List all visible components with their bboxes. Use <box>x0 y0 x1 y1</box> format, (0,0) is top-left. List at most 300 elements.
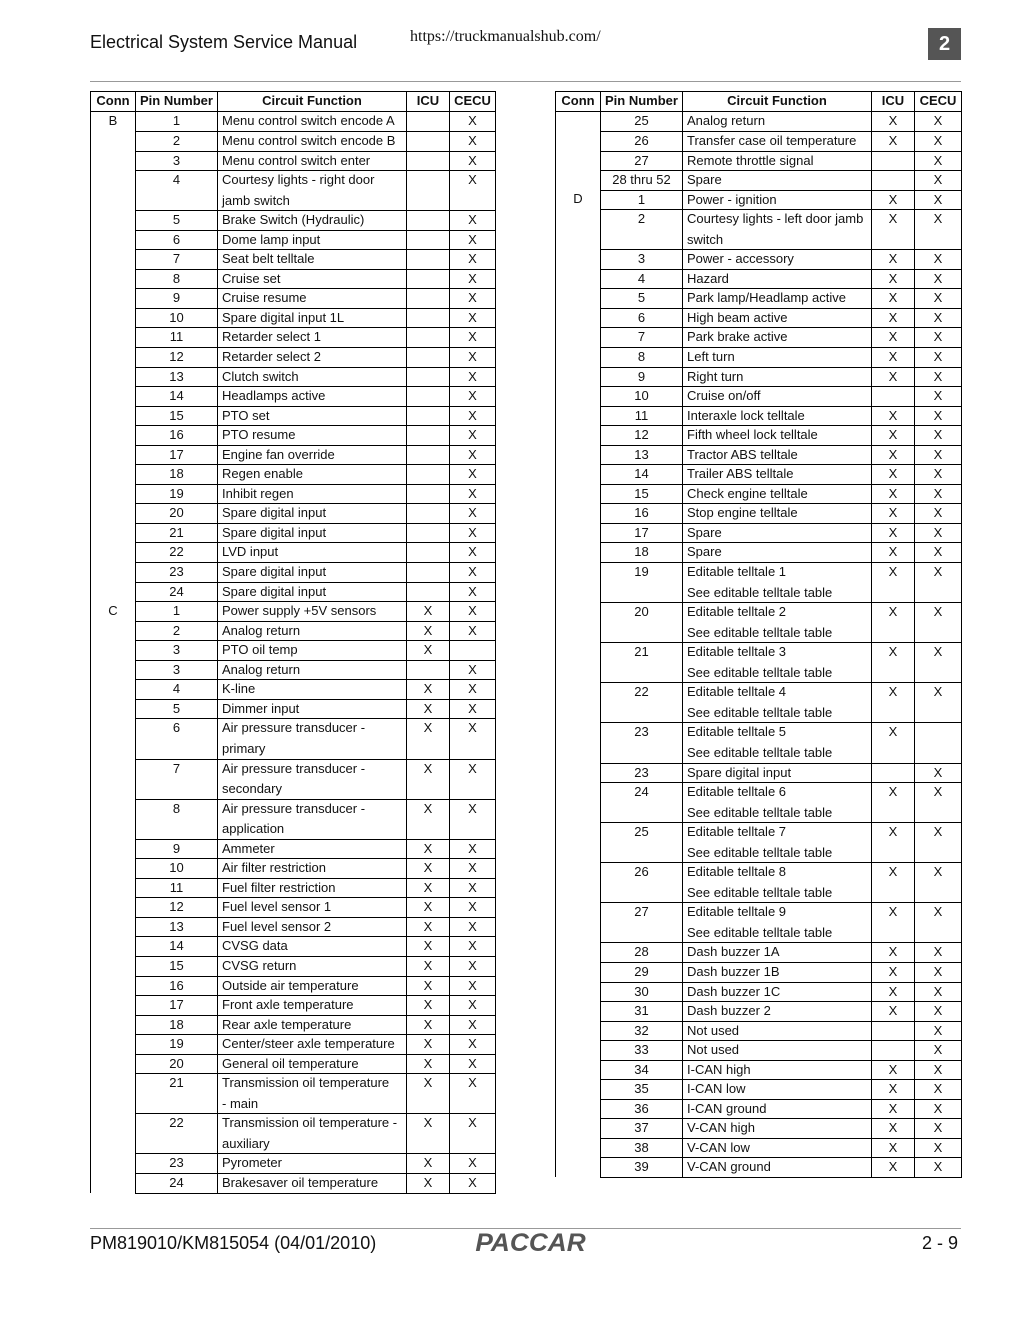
conn-cell <box>91 543 136 563</box>
icu-cell: X <box>407 976 450 996</box>
icu-cell: X <box>872 406 915 426</box>
conn-cell <box>556 328 601 348</box>
table-row <box>556 348 962 368</box>
circuit-function-line: Park lamp/Headlamp active <box>687 290 846 306</box>
cecu-cell: X <box>450 602 496 622</box>
cecu-cell: X <box>450 859 496 879</box>
conn-cell <box>91 641 136 661</box>
cecu-cell: X <box>915 962 962 982</box>
circuit-function-line: Dash buzzer 1A <box>687 944 780 960</box>
cecu-cell: X <box>915 1041 962 1061</box>
circuit-function-cell <box>218 759 407 799</box>
circuit-function-cell <box>683 484 872 504</box>
circuit-function-cell <box>218 1154 407 1174</box>
circuit-function-cell <box>218 367 407 387</box>
circuit-function-line: Transmission oil temperature <box>222 1075 390 1091</box>
circuit-function-line: Fuel filter restriction <box>222 879 336 895</box>
pin-number-cell: 33 <box>601 1041 683 1061</box>
cecu-cell: X <box>450 563 496 583</box>
cecu-cell: X <box>450 171 496 211</box>
table-row <box>91 898 496 918</box>
table-row <box>91 151 496 171</box>
icu-cell: X <box>872 962 915 982</box>
conn-cell <box>91 759 136 799</box>
cecu-cell: X <box>450 211 496 231</box>
circuit-function-line: PTO oil temp <box>222 642 298 658</box>
pin-number-cell: 23 <box>136 563 218 583</box>
conn-cell <box>91 348 136 368</box>
conn-cell <box>556 132 601 152</box>
pin-number-cell: 27 <box>601 151 683 171</box>
circuit-function-line: Remote throttle signal <box>687 152 814 168</box>
pin-number-cell: 21 <box>136 523 218 543</box>
circuit-function-line: Analog return <box>687 113 766 128</box>
table-row <box>556 723 962 763</box>
pin-number-cell: 34 <box>601 1060 683 1080</box>
circuit-function-cell <box>218 602 407 622</box>
pin-number-cell: 13 <box>136 367 218 387</box>
icu-cell: X <box>872 210 915 250</box>
pin-number-cell: 10 <box>136 859 218 879</box>
circuit-function-cell <box>218 563 407 583</box>
pin-number-cell: 13 <box>136 917 218 937</box>
cecu-cell: X <box>450 839 496 859</box>
pin-number-cell: 1 <box>601 190 683 210</box>
column-header-cecu: CECU <box>450 92 496 112</box>
circuit-function-line-2: primary <box>222 740 266 756</box>
pin-number-cell: 19 <box>136 484 218 504</box>
conn-cell <box>556 112 601 132</box>
conn-cell <box>91 406 136 426</box>
circuit-function-line: Trailer ABS telltale <box>687 466 794 482</box>
circuit-function-line: Regen enable <box>222 466 303 482</box>
table-row <box>91 641 496 661</box>
conn-cell <box>91 132 136 152</box>
circuit-function-line: Courtesy lights - left door jamb <box>687 211 864 227</box>
circuit-function-cell <box>683 563 872 603</box>
circuit-function-line: Check engine telltale <box>687 485 808 501</box>
conn-cell <box>556 504 601 524</box>
circuit-function-line-2: See editable telltale table <box>687 584 833 600</box>
cecu-cell: X <box>450 719 496 759</box>
conn-cell <box>556 289 601 309</box>
table-row <box>556 367 962 387</box>
circuit-function-cell <box>683 171 872 191</box>
circuit-function-cell <box>218 250 407 270</box>
pin-number-cell: 24 <box>601 783 683 823</box>
conn-cell <box>556 269 601 289</box>
circuit-function-line: Retarder select 1 <box>222 329 321 345</box>
conn-cell <box>91 171 136 211</box>
column-header-function: Circuit Function <box>218 92 407 112</box>
pin-number-cell: 2 <box>136 621 218 641</box>
conn-cell <box>556 151 601 171</box>
conn-cell <box>91 1035 136 1055</box>
conn-cell <box>556 250 601 270</box>
table-row <box>91 250 496 270</box>
circuit-function-line: V-CAN low <box>687 1139 750 1155</box>
circuit-function-cell <box>218 269 407 289</box>
table-row <box>556 1138 962 1158</box>
table-row <box>91 1035 496 1055</box>
conn-cell <box>91 328 136 348</box>
cecu-cell: X <box>450 937 496 957</box>
pin-number-cell: 19 <box>601 563 683 603</box>
table-row <box>556 465 962 485</box>
pin-number-cell: 18 <box>601 543 683 563</box>
circuit-function-cell <box>683 863 872 903</box>
circuit-function-line-2: application <box>222 821 285 837</box>
icu-cell: X <box>872 783 915 823</box>
header-rule <box>90 81 961 82</box>
circuit-function-line: Tractor ABS telltale <box>687 446 798 462</box>
cecu-cell: X <box>450 348 496 368</box>
pin-number-cell: 11 <box>136 878 218 898</box>
conn-cell <box>91 660 136 680</box>
circuit-function-line: General oil temperature <box>222 1055 359 1071</box>
icu-cell: X <box>872 328 915 348</box>
conn-cell <box>556 863 601 903</box>
conn-cell <box>91 308 136 328</box>
cecu-cell: X <box>450 1074 496 1114</box>
circuit-function-cell <box>218 917 407 937</box>
circuit-function-cell <box>683 903 872 943</box>
cecu-cell: X <box>915 171 962 191</box>
circuit-function-line: Hazard <box>687 270 729 286</box>
conn-cell <box>91 523 136 543</box>
cecu-cell: X <box>450 269 496 289</box>
conn-cell <box>91 859 136 879</box>
table-row <box>91 367 496 387</box>
pin-number-cell: 36 <box>601 1099 683 1119</box>
icu-cell <box>407 465 450 485</box>
table-row <box>556 962 962 982</box>
table-row <box>91 484 496 504</box>
table-row <box>556 1099 962 1119</box>
circuit-function-cell <box>218 641 407 661</box>
cecu-cell: X <box>915 1002 962 1022</box>
table-row <box>91 976 496 996</box>
circuit-function-cell <box>218 660 407 680</box>
icu-cell: X <box>407 898 450 918</box>
pin-number-cell: 12 <box>136 898 218 918</box>
icu-cell: X <box>872 1099 915 1119</box>
conn-cell <box>556 1060 601 1080</box>
pin-number-cell: 18 <box>136 1015 218 1035</box>
pin-number-cell: 24 <box>136 582 218 602</box>
pin-number-cell: 15 <box>136 406 218 426</box>
conn-cell <box>556 484 601 504</box>
icu-cell: X <box>872 603 915 643</box>
icu-cell: X <box>407 1154 450 1174</box>
circuit-function-line: Menu control switch enter <box>222 152 371 168</box>
cecu-cell: X <box>450 660 496 680</box>
icu-cell: X <box>872 863 915 903</box>
table-row <box>556 426 962 446</box>
table-row <box>91 602 496 622</box>
left-pin-table <box>90 91 496 1194</box>
conn-cell <box>91 504 136 524</box>
circuit-function-line-2: See editable telltale table <box>687 624 833 640</box>
circuit-function-cell <box>218 680 407 700</box>
icu-cell: X <box>872 1119 915 1139</box>
icu-cell: X <box>407 937 450 957</box>
circuit-function-line: Spare digital input <box>687 764 792 780</box>
circuit-function-line: Dash buzzer 2 <box>687 1003 771 1019</box>
icu-cell: X <box>407 759 450 799</box>
table-row <box>91 1074 496 1114</box>
circuit-function-line: Menu control switch encode A <box>222 113 395 128</box>
circuit-function-line: Dome lamp input <box>222 231 321 247</box>
table-header-row <box>556 92 962 112</box>
cecu-cell: X <box>915 543 962 563</box>
table-row <box>556 1002 962 1022</box>
cecu-cell: X <box>450 759 496 799</box>
conn-cell <box>91 878 136 898</box>
circuit-function-cell <box>218 1114 407 1154</box>
cecu-cell: X <box>450 799 496 839</box>
column-header-pin: Pin Number <box>136 92 218 112</box>
conn-cell <box>91 367 136 387</box>
page-number: 2 - 9 <box>922 1233 959 1253</box>
circuit-function-cell <box>683 210 872 250</box>
cecu-cell: X <box>915 269 962 289</box>
icu-cell <box>407 523 450 543</box>
cecu-cell: X <box>915 289 962 309</box>
table-row <box>91 937 496 957</box>
circuit-function-cell <box>683 445 872 465</box>
pin-number-cell: 12 <box>601 426 683 446</box>
circuit-function-line: Air filter restriction <box>222 860 327 876</box>
conn-cell <box>91 799 136 839</box>
cecu-cell: X <box>450 1054 496 1074</box>
pin-number-cell: 28 <box>601 943 683 963</box>
pin-number-cell: 23 <box>601 763 683 783</box>
circuit-function-cell <box>683 1060 872 1080</box>
pin-number-cell: 1 <box>136 602 218 622</box>
pin-number-cell: 24 <box>136 1173 218 1193</box>
icu-cell <box>872 763 915 783</box>
circuit-function-line: K-line <box>222 681 256 697</box>
circuit-function-cell <box>218 504 407 524</box>
cecu-cell: X <box>450 1015 496 1035</box>
circuit-function-cell <box>218 543 407 563</box>
circuit-function-cell <box>218 151 407 171</box>
pin-number-cell: 8 <box>136 269 218 289</box>
icu-cell <box>407 582 450 602</box>
conn-cell <box>556 603 601 643</box>
pin-number-cell: 8 <box>136 799 218 839</box>
cecu-cell <box>450 641 496 661</box>
icu-cell <box>407 230 450 250</box>
cecu-cell: X <box>915 465 962 485</box>
conn-cell <box>91 719 136 759</box>
circuit-function-cell <box>218 582 407 602</box>
icu-cell <box>407 211 450 231</box>
pin-number-cell: 13 <box>601 445 683 465</box>
cecu-cell: X <box>450 406 496 426</box>
pin-number-cell: 23 <box>136 1154 218 1174</box>
cecu-cell: X <box>450 367 496 387</box>
circuit-function-line: Transfer case oil temperature <box>687 133 857 148</box>
cecu-cell: X <box>450 484 496 504</box>
source-url[interactable]: https://truckmanualshub.com/ <box>410 28 601 45</box>
circuit-function-cell <box>218 328 407 348</box>
cecu-cell: X <box>450 465 496 485</box>
conn-cell <box>556 1021 601 1041</box>
pin-number-cell: 10 <box>601 387 683 407</box>
icu-cell: X <box>407 1114 450 1154</box>
conn-cell <box>556 1080 601 1100</box>
table-row <box>556 132 962 152</box>
conn-cell <box>556 445 601 465</box>
table-row <box>91 269 496 289</box>
circuit-function-line: Editable telltale 2 <box>687 604 787 620</box>
conn-cell <box>556 903 601 943</box>
pin-number-cell: 25 <box>601 112 683 132</box>
cecu-cell: X <box>450 445 496 465</box>
table-row <box>556 1021 962 1041</box>
circuit-function-cell <box>218 308 407 328</box>
table-row <box>556 250 962 270</box>
conn-cell <box>556 1138 601 1158</box>
table-row <box>556 504 962 524</box>
cecu-cell: X <box>915 210 962 250</box>
conn-cell <box>556 823 601 863</box>
circuit-function-line: Spare digital input 1L <box>222 309 345 325</box>
circuit-function-cell <box>218 406 407 426</box>
circuit-function-line: Fuel level sensor 1 <box>222 899 332 915</box>
cecu-cell <box>915 723 962 763</box>
icu-cell: X <box>872 484 915 504</box>
cecu-cell: X <box>915 250 962 270</box>
circuit-function-cell <box>683 1080 872 1100</box>
cecu-cell: X <box>915 132 962 152</box>
conn-cell <box>556 465 601 485</box>
right-pin-table <box>555 91 962 1178</box>
pin-number-cell: 19 <box>136 1035 218 1055</box>
table-row <box>91 719 496 759</box>
icu-cell: X <box>407 839 450 859</box>
cecu-cell: X <box>915 523 962 543</box>
cecu-cell: X <box>915 903 962 943</box>
conn-cell <box>91 839 136 859</box>
conn-cell <box>91 563 136 583</box>
circuit-function-cell <box>683 1158 872 1178</box>
icu-cell <box>872 171 915 191</box>
circuit-function-line: Retarder select 2 <box>222 349 321 365</box>
cecu-cell: X <box>450 543 496 563</box>
pin-number-cell: 15 <box>136 956 218 976</box>
circuit-function-cell <box>683 348 872 368</box>
pin-number-cell: 20 <box>136 504 218 524</box>
table-row <box>91 680 496 700</box>
icu-cell: X <box>407 799 450 839</box>
pin-number-cell: 18 <box>136 465 218 485</box>
conn-cell <box>556 962 601 982</box>
circuit-function-line: Not used <box>687 1042 740 1058</box>
cecu-cell: X <box>450 699 496 719</box>
table-header-row <box>91 92 496 112</box>
icu-cell: X <box>872 308 915 328</box>
conn-cell <box>91 151 136 171</box>
circuit-function-cell <box>683 269 872 289</box>
circuit-function-line: High beam active <box>687 309 788 325</box>
cecu-cell: X <box>450 582 496 602</box>
circuit-function-cell <box>218 230 407 250</box>
circuit-function-line: Power supply +5V sensors <box>222 603 377 619</box>
icu-cell <box>407 426 450 446</box>
icu-cell: X <box>872 523 915 543</box>
conn-cell <box>91 1173 136 1193</box>
cecu-cell: X <box>450 917 496 937</box>
icu-cell <box>407 660 450 680</box>
column-header-icu: ICU <box>872 92 915 112</box>
circuit-function-cell <box>683 683 872 723</box>
circuit-function-line: Fifth wheel lock telltale <box>687 427 818 443</box>
conn-cell <box>556 210 601 250</box>
table-row <box>91 465 496 485</box>
pin-number-cell: 6 <box>601 308 683 328</box>
pin-number-cell: 11 <box>601 406 683 426</box>
table-row <box>556 1119 962 1139</box>
conn-cell <box>556 982 601 1002</box>
pin-number-cell: 30 <box>601 982 683 1002</box>
pin-number-cell: 16 <box>136 426 218 446</box>
icu-cell: X <box>407 621 450 641</box>
circuit-function-cell <box>683 132 872 152</box>
cecu-cell: X <box>450 1154 496 1174</box>
circuit-function-cell <box>218 937 407 957</box>
circuit-function-cell <box>683 982 872 1002</box>
circuit-function-cell <box>683 190 872 210</box>
circuit-function-line: Inhibit regen <box>222 485 294 501</box>
circuit-function-line: Spare digital input <box>222 583 327 599</box>
table-row <box>556 406 962 426</box>
circuit-function-line: I-CAN ground <box>687 1100 767 1116</box>
cecu-cell: X <box>915 190 962 210</box>
circuit-function-line: I-CAN low <box>687 1081 746 1097</box>
circuit-function-line: Editable telltale 5 <box>687 724 787 740</box>
circuit-function-line-2: See editable telltale table <box>687 664 833 680</box>
icu-cell: X <box>872 903 915 943</box>
cecu-cell: X <box>915 1021 962 1041</box>
cecu-cell: X <box>450 878 496 898</box>
cecu-cell: X <box>450 230 496 250</box>
circuit-function-line-2: See editable telltale table <box>687 924 833 940</box>
circuit-function-cell <box>683 1002 872 1022</box>
conn-cell <box>556 1119 601 1139</box>
pin-number-cell: 17 <box>136 996 218 1016</box>
circuit-function-cell <box>218 956 407 976</box>
circuit-function-cell <box>218 699 407 719</box>
icu-cell <box>407 132 450 152</box>
conn-cell <box>556 543 601 563</box>
table-row <box>556 863 962 903</box>
icu-cell <box>407 348 450 368</box>
circuit-function-line: Spare digital input <box>222 505 327 521</box>
circuit-function-line: Spare <box>687 172 722 188</box>
icu-cell <box>407 563 450 583</box>
cecu-cell: X <box>450 132 496 152</box>
icu-cell <box>407 406 450 426</box>
circuit-function-cell <box>218 484 407 504</box>
icu-cell: X <box>872 269 915 289</box>
table-row <box>556 523 962 543</box>
icu-cell <box>407 543 450 563</box>
icu-cell <box>407 289 450 309</box>
table-row <box>556 328 962 348</box>
